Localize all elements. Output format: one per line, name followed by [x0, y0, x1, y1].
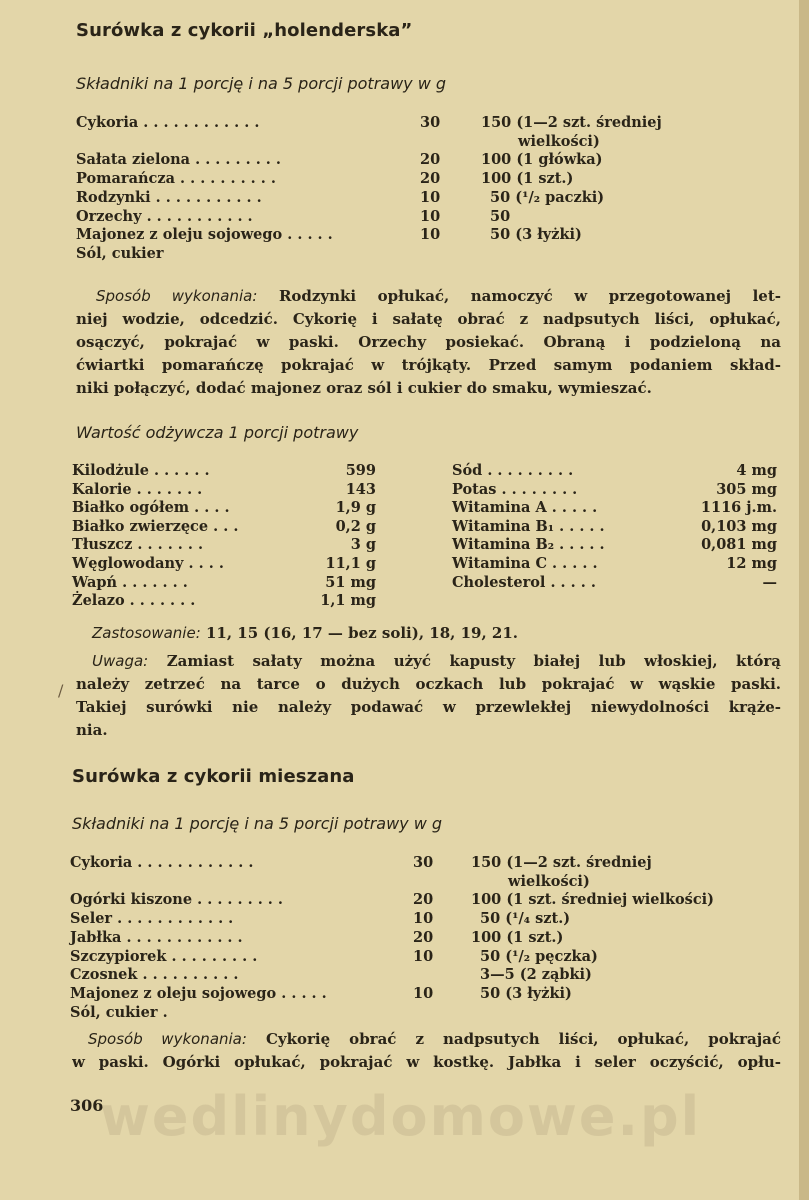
watermark: wedlinydomowe.pl	[100, 1085, 702, 1148]
ingredient-note: wielkości)	[518, 132, 600, 150]
method-line: ćwiartki pomarańczę pokrajać w trójkąty. Przed samym podaniem skład-	[76, 356, 781, 374]
ingredient-name: Cykoria . . . . . . . . . . . .	[70, 854, 254, 871]
note-line: należy zetrzeć na tarce o dużych oczkach lub pokrajać w wąskie paski.	[76, 675, 781, 693]
ingredient-amount-5-portions: 50 (¹/₂ pęczka)	[480, 947, 598, 965]
nutrient-value: 599	[345, 462, 376, 479]
method-line: osączyć, pokrajać w paski. Orzechy posiekać. Obraną i podzieloną na	[76, 333, 781, 351]
nutrient-name: Kilodżule . . . . . .	[72, 462, 210, 479]
ingredient-amount-5-portions: 150 (1—2 szt. średniej	[481, 114, 662, 131]
recipe1-nutrition-heading: Wartość odżywcza 1 porcji potrawy	[76, 423, 359, 442]
ingredient-amount-5-portions: 150 (1—2 szt. średniej	[471, 854, 652, 871]
nutrient-value: 305 mg	[716, 480, 777, 498]
usage-label: Zastosowanie:	[92, 624, 201, 642]
page-number: 306	[70, 1096, 104, 1115]
note-line: Zamiast sałaty można użyć kapusty białej lub włoskiej, którą	[166, 652, 781, 670]
recipe1-note	[76, 650, 781, 742]
nutrient-name: Kalorie . . . . . . .	[72, 480, 203, 498]
recipe1-ingredients-heading: Składniki na 1 porcję i na 5 porcji potrawy w g	[76, 74, 447, 93]
ingredient-amount-1-portion: 10	[413, 984, 434, 1002]
recipe1-usage	[92, 622, 518, 645]
ingredient-note: wielkości)	[508, 872, 590, 890]
nutrient-value: 3 g	[350, 536, 376, 554]
ingredient-amount-5-portions: 3—5 (2 ząbki)	[480, 966, 592, 984]
ingredient-amount-5-portions: 100 (1 szt.)	[471, 928, 564, 946]
nutrient-value: 0,2 g	[335, 517, 376, 535]
method-line: niej wodzie, odcedzić. Cykorię i sałatę obrać z nadpsutych liści, opłukać,	[76, 310, 781, 328]
page-edge	[799, 0, 809, 1200]
nutrient-value: 0,103 mg	[701, 517, 777, 535]
nutrient-name: Wapń . . . . . . .	[72, 573, 188, 591]
method-label: Sposób wykonania:	[96, 287, 258, 305]
ingredient-amount-5-portions: 100 (1 szt. średniej wielkości)	[471, 891, 715, 909]
recipe1-method	[76, 285, 781, 400]
method-line: Rodzynki opłukać, namoczyć w przegotowanej let-	[278, 287, 781, 305]
nutrient-name: Sód . . . . . . . . .	[452, 462, 574, 479]
ingredient-amount-1-portion: 10	[420, 207, 441, 225]
ingredient-name: Seler . . . . . . . . . . . .	[70, 910, 234, 928]
ingredient-name: Ogórki kiszone . . . . . . . . .	[70, 891, 283, 909]
ingredient-name: Sałata zielona . . . . . . . . .	[76, 151, 281, 169]
ingredient-amount-1-portion: 20	[413, 928, 434, 946]
nutrient-name: Tłuszcz . . . . . . .	[72, 536, 204, 554]
ingredient-name: Cykoria . . . . . . . . . . . .	[76, 114, 260, 131]
ingredient-amount-1-portion: 30	[420, 114, 441, 131]
recipe2-method	[72, 1028, 781, 1074]
ingredient-amount-1-portion: 10	[420, 226, 441, 244]
nutrient-name: Cholesterol . . . . .	[452, 573, 596, 591]
nutrient-value: 51 mg	[325, 573, 376, 591]
pen-mark: /	[58, 681, 64, 700]
usage-text: 11, 15 (16, 17 — bez soli), 18, 19, 21.	[205, 624, 519, 642]
ingredient-amount-1-portion: 30	[413, 854, 434, 871]
ingredient-amount-1-portion: 20	[413, 891, 434, 909]
ingredient-amount-5-portions: 50 (¹/₄ szt.)	[480, 910, 571, 928]
method-line: Cykorię obrać z nadpsutych liści, opłukać, pokrajać	[265, 1030, 781, 1048]
ingredient-amount-5-portions: 50 (3 łyżki)	[490, 226, 582, 244]
nutrient-name: Żelazo . . . . . . .	[72, 592, 196, 610]
nutrient-name: Białko ogółem . . . .	[72, 499, 230, 517]
method-line: niki połączyć, dodać majonez oraz sól i cukier do smaku, wymieszać.	[76, 379, 652, 397]
nutrient-name: Witamina B₁ . . . . .	[452, 517, 605, 535]
ingredient-name: Pomarańcza . . . . . . . . . .	[76, 170, 276, 188]
nutrient-value: 0,081 mg	[701, 536, 777, 554]
ingredient-amount-5-portions: 50	[490, 207, 511, 225]
ingredient-name: Majonez z oleju sojowego . . . . .	[70, 984, 327, 1002]
ingredient-name: Rodzynki . . . . . . . . . . .	[76, 188, 262, 206]
nutrient-value: —	[762, 573, 777, 591]
recipe2-ingredients-heading: Składniki na 1 porcję i na 5 porcji potrawy w g	[72, 814, 443, 833]
note-line: nia.	[76, 721, 108, 739]
nutrient-name: Witamina B₂ . . . . .	[452, 536, 605, 554]
ingredient-name: Jabłka . . . . . . . . . . . .	[70, 928, 243, 946]
ingredient-amount-1-portion: 20	[420, 170, 441, 188]
ingredient-amount-1-portion: 20	[420, 151, 441, 169]
ingredient-name: Szczypiorek . . . . . . . . .	[70, 947, 258, 965]
nutrient-name: Potas . . . . . . . .	[452, 480, 578, 498]
ingredient-amount-5-portions: 50 (3 łyżki)	[480, 984, 572, 1002]
ingredient-amount-5-portions: 50 (¹/₂ paczki)	[490, 188, 605, 206]
nutrient-value: 4 mg	[736, 462, 777, 479]
ingredient-name: Sól, cukier	[76, 244, 164, 262]
nutrient-name: Witamina C . . . . .	[452, 555, 598, 572]
ingredient-amount-1-portion: 10	[413, 947, 434, 965]
ingredient-name: Orzechy . . . . . . . . . . .	[76, 207, 253, 225]
nutrient-value: 1116 j.m.	[700, 499, 777, 517]
nutrient-value: 1,1 mg	[320, 592, 376, 610]
method-line: w paski. Ogórki opłukać, pokrajać w kostkę. Jabłka i seler oczyścić, opłu-	[72, 1053, 781, 1071]
ingredient-amount-5-portions: 100 (1 główka)	[481, 151, 603, 169]
ingredient-amount-5-portions: 100 (1 szt.)	[481, 170, 574, 188]
nutrient-value: 11,1 g	[325, 555, 376, 572]
recipe1-title: Surówka z cykorii „holenderska”	[76, 20, 413, 41]
note-line: Takiej surówki nie należy podawać w przewlekłej niewydolności krąże-	[76, 698, 781, 716]
ingredient-name: Majonez z oleju sojowego . . . . .	[76, 226, 333, 244]
ingredient-name: Sól, cukier .	[70, 1003, 168, 1021]
recipe2-title: Surówka z cykorii mieszana	[72, 766, 355, 787]
ingredient-name: Czosnek . . . . . . . . . .	[70, 966, 239, 984]
ingredient-amount-1-portion: 10	[413, 910, 434, 928]
nutrient-name: Witamina A . . . . .	[452, 499, 598, 517]
nutrient-value: 1,9 g	[335, 499, 376, 517]
nutrient-name: Węglowodany . . . .	[72, 555, 224, 572]
nutrient-value: 143	[345, 480, 376, 498]
nutrient-value: 12 mg	[726, 555, 777, 572]
nutrient-name: Białko zwierzęce . . .	[72, 517, 239, 535]
method-label: Sposób wykonania:	[88, 1030, 247, 1048]
ingredient-amount-1-portion: 10	[420, 188, 441, 206]
note-label: Uwaga:	[92, 652, 149, 670]
